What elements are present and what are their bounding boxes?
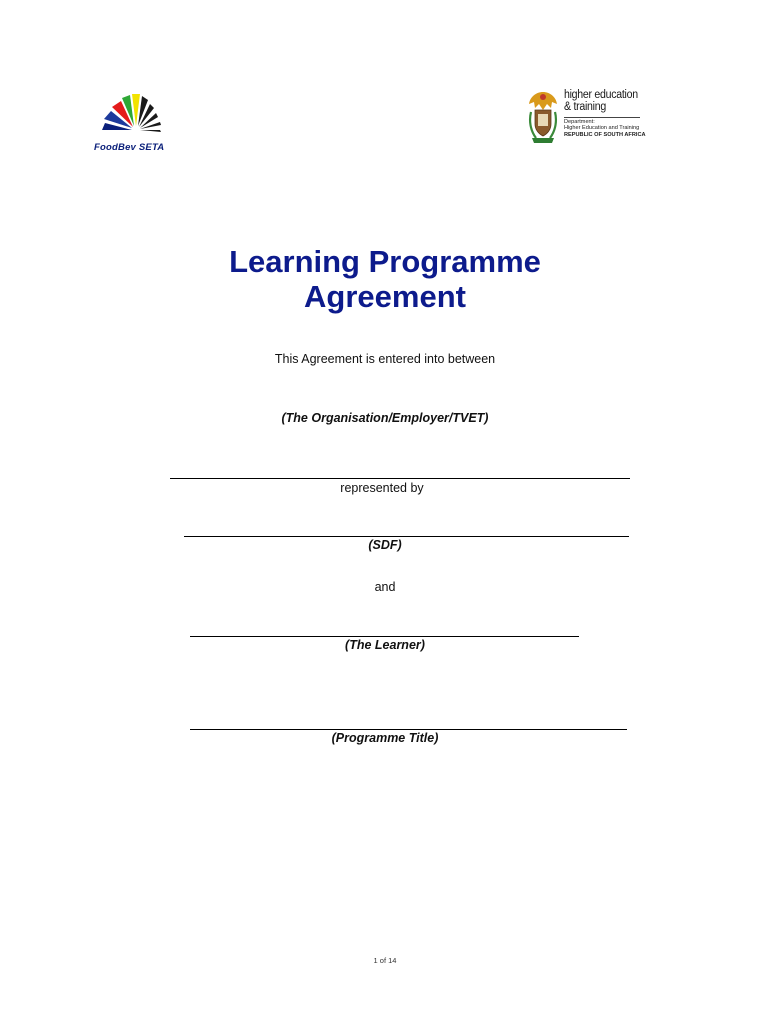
organisation-signature-line [170,478,630,479]
dhet-logo-text [564,90,654,113]
organisation-label: (The Organisation/Employer/TVET) [281,411,489,425]
dhet-subtitle [564,119,654,138]
dhet-title-line1: higher education [564,89,638,101]
title-line1: Learning Programme [229,244,541,279]
dhet-title-line2: & training [564,100,606,113]
coat-of-arms-icon [526,88,560,146]
dhet-divider [564,117,640,118]
foodbev-logo-text: FoodBev SETA [94,142,165,153]
learner-signature-line [190,636,579,637]
page-title [0,244,770,314]
programme-title-line [190,729,627,730]
sdf-signature-line [184,536,629,537]
intro-text: This Agreement is entered into between [274,352,496,366]
dhet-department-name: Higher Education and Training [564,125,640,132]
and-text: and [374,580,396,594]
title-line2: Agreement [304,279,466,314]
represented-by-text: represented by [340,481,424,495]
dhet-department-label: Department: [564,119,595,125]
dhet-logo [526,88,650,148]
page-number: 1 of 14 [373,956,397,965]
sdf-label: (SDF) [368,538,402,552]
learner-label: (The Learner) [345,638,425,652]
foodbev-seta-logo [94,90,180,156]
dhet-country: REPUBLIC OF SOUTH AFRICA [564,131,646,138]
programme-title-label: (Programme Title) [331,731,439,745]
foodbev-emblem-icon [94,90,180,142]
